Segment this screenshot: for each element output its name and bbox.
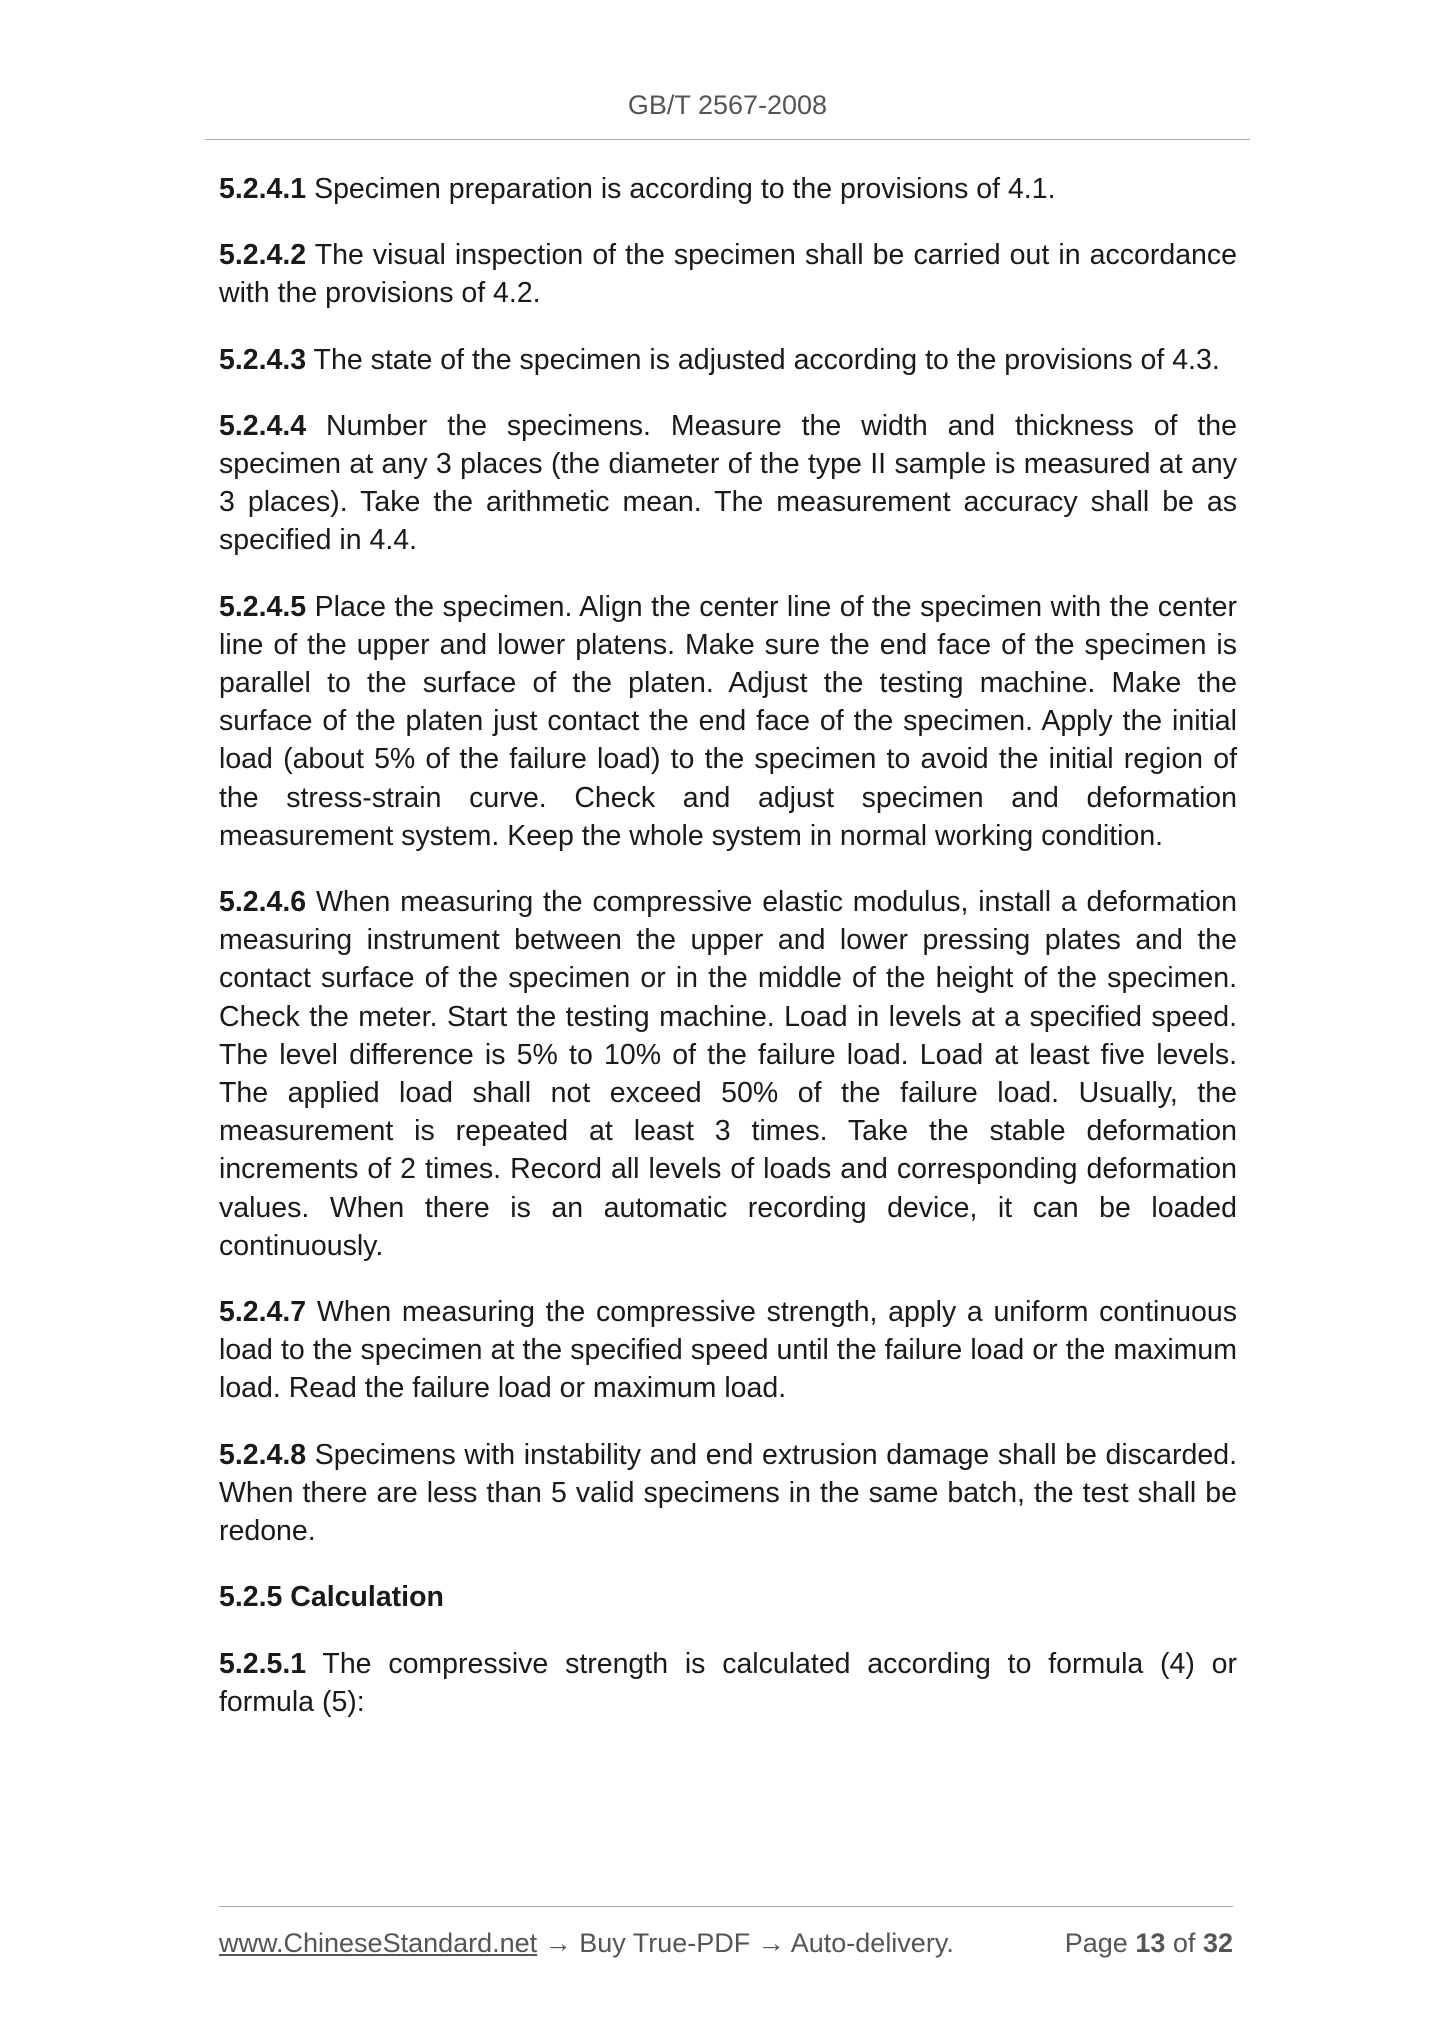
clause-number: 5.2.4.3 [219, 343, 307, 376]
footer-promo [219, 1928, 954, 1959]
page-number: 13 [1135, 1928, 1166, 1958]
clause-text: The compressive strength is calculated according to formula (4) or formula (5): [219, 1647, 1237, 1718]
clause-text: Place the specimen. Align the center line of the specimen with the center line of the upper and lower platens. Make sure the end face of the specimen is parallel to the surface of the platen. Adjust the testing machine. Make the surface of the platen just contact the end face of the specimen. Apply the initial load (about 5% of the failure load) to the specimen to avoid the initial region of the stress-strain curve. Check and adjust specimen and deformation measurement system. Keep the whole system in normal working condition. [219, 590, 1237, 852]
clause-text: The visual inspection of the specimen shall be carried out in accordance with the provisions of 4.2. [219, 239, 1237, 310]
page-header [205, 0, 1250, 142]
clause-5-2-4-8 [219, 1436, 1237, 1551]
clause-number: 5.2.4.1 [219, 173, 307, 205]
clause-number: 5.2.4.7 [219, 1296, 307, 1329]
clause-5-2-4-5 [219, 588, 1237, 855]
clause-number: 5.2.4.5 [219, 590, 307, 623]
page-indicator [1065, 1928, 1233, 1959]
section-heading: 5.2.5 Calculation [219, 1581, 444, 1614]
clause-5-2-4-6 [219, 883, 1237, 1265]
clause-text: Specimens with instability and end extrusion damage shall be discarded. When there are less than 5 valid specimens in the same batch, the test shall be redone. [219, 1438, 1237, 1548]
clause-number: 5.2.4.6 [219, 886, 307, 919]
clause-number: 5.2.4.4 [219, 409, 307, 442]
clause-5-2-4-7 [219, 1293, 1237, 1408]
clause-5-2-4-4 [219, 407, 1237, 560]
of-label: of [1172, 1928, 1196, 1958]
document-code: GB/T 2567-2008 [627, 90, 828, 120]
website-link[interactable]: www.ChineseStandard.net [219, 1928, 538, 1958]
footer-divider [219, 1906, 1233, 1907]
clause-5-2-5-1 [219, 1645, 1237, 1721]
clause-number: 5.2.5.1 [219, 1647, 307, 1680]
clause-text: The state of the specimen is adjusted according to the provisions of 4.3. [306, 343, 1220, 376]
document-body [219, 170, 1237, 1749]
footer-tagline: → Buy True-PDF → Auto-delivery. [537, 1928, 954, 1958]
clause-number: 5.2.4.2 [219, 239, 307, 272]
clause-text: When measuring the compressive strength, apply a uniform continuous load to the specimen at the specified speed until the failure load or the maximum load. Read the failure load or maximum load. [219, 1296, 1237, 1405]
page-label: Page [1064, 1928, 1128, 1958]
total-pages: 32 [1202, 1928, 1233, 1958]
clause-text: Specimen preparation is according to the provisions of 4.1. [306, 173, 1056, 205]
header-divider [205, 139, 1250, 140]
clause-number: 5.2.4.8 [219, 1438, 307, 1471]
clause-5-2-4-2 [219, 236, 1237, 312]
clause-5-2-4-1 [219, 170, 1237, 208]
page-footer [219, 1906, 1233, 1976]
clause-5-2-4-3 [219, 341, 1237, 379]
clause-text: Number the specimens. Measure the width and thickness of the specimen at any 3 places (the diameter of the type II sample is measured at any 3 places). Take the arithmetic mean. The measurement accuracy shall be as specified in 4.4. [219, 409, 1237, 557]
clause-text: When measuring the compressive elastic modulus, install a deformation measuring instrument between the upper and lower pressing plates and the contact surface of the specimen or in the middle of the height of the specimen. Check the meter. Start the testing machine. Load in levels at a specified speed. The level difference is 5% to 10% of the failure load. Load at least five levels. The applied load shall not exceed 50% of the failure load. Usually, the measurement is repeated at least 3 times. Take the stable deformation increments of 2 times. Record all levels of loads and corresponding deformation values. When there is an automatic recording device, it can be loaded continuously. [219, 886, 1237, 1262]
